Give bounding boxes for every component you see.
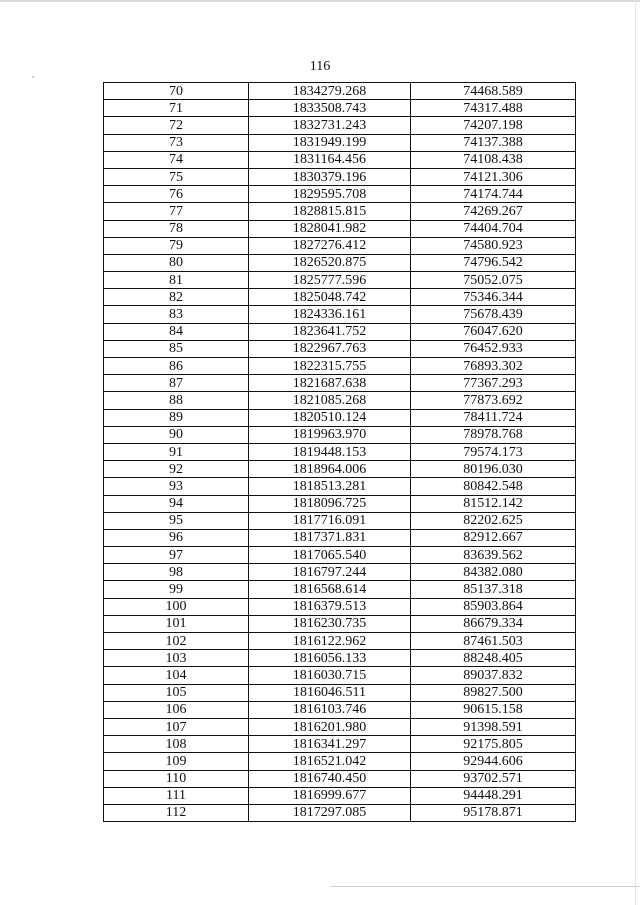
x-coordinate-cell: 1823641.752: [249, 323, 411, 340]
y-coordinate-cell: 74317.488: [411, 100, 576, 117]
x-coordinate-cell: 1816230.735: [249, 615, 411, 632]
point-number-cell: 80: [104, 254, 249, 271]
x-coordinate-cell: 1816103.746: [249, 701, 411, 718]
point-number-cell: 85: [104, 340, 249, 357]
x-coordinate-cell: 1834279.268: [249, 83, 411, 100]
y-coordinate-cell: 88248.405: [411, 650, 576, 667]
table-row: [104, 478, 576, 495]
x-coordinate-cell: 1832731.243: [249, 117, 411, 134]
x-coordinate-cell: 1816797.244: [249, 564, 411, 581]
x-coordinate-cell: 1817065.540: [249, 547, 411, 564]
scan-speck: [32, 76, 34, 78]
y-coordinate-cell: 92944.606: [411, 753, 576, 770]
x-coordinate-cell: 1820510.124: [249, 409, 411, 426]
table-row: [104, 633, 576, 650]
point-number-cell: 93: [104, 478, 249, 495]
table-row: [104, 392, 576, 409]
point-number-cell: 100: [104, 598, 249, 615]
y-coordinate-cell: 76047.620: [411, 323, 576, 340]
table-row: [104, 667, 576, 684]
y-coordinate-cell: 89827.500: [411, 684, 576, 701]
y-coordinate-cell: 74580.923: [411, 237, 576, 254]
y-coordinate-cell: 75346.344: [411, 289, 576, 306]
y-coordinate-cell: 76452.933: [411, 340, 576, 357]
table-row: [104, 375, 576, 392]
y-coordinate-cell: 75052.075: [411, 272, 576, 289]
table-row: [104, 787, 576, 804]
x-coordinate-cell: 1819448.153: [249, 443, 411, 460]
right-edge-rule: [635, 0, 636, 905]
x-coordinate-cell: 1822315.755: [249, 358, 411, 375]
point-number-cell: 92: [104, 461, 249, 478]
table-row: [104, 306, 576, 323]
table-row: [104, 220, 576, 237]
y-coordinate-cell: 95178.871: [411, 804, 576, 821]
top-edge-rule: [0, 0, 640, 2]
point-number-cell: 87: [104, 375, 249, 392]
point-number-cell: 107: [104, 718, 249, 735]
point-number-cell: 89: [104, 409, 249, 426]
y-coordinate-cell: 74174.744: [411, 186, 576, 203]
table-row: [104, 117, 576, 134]
table-row: [104, 564, 576, 581]
y-coordinate-cell: 74207.198: [411, 117, 576, 134]
y-coordinate-cell: 94448.291: [411, 787, 576, 804]
table-row: [104, 615, 576, 632]
point-number-cell: 109: [104, 753, 249, 770]
table-row: [104, 461, 576, 478]
table-row: [104, 547, 576, 564]
table-row: [104, 770, 576, 787]
point-number-cell: 98: [104, 564, 249, 581]
table-row: [104, 495, 576, 512]
y-coordinate-cell: 82912.667: [411, 529, 576, 546]
point-number-cell: 102: [104, 633, 249, 650]
y-coordinate-cell: 83639.562: [411, 547, 576, 564]
x-coordinate-cell: 1831949.199: [249, 134, 411, 151]
x-coordinate-cell: 1833508.743: [249, 100, 411, 117]
point-number-cell: 71: [104, 100, 249, 117]
y-coordinate-cell: 91398.591: [411, 718, 576, 735]
point-number-cell: 90: [104, 426, 249, 443]
y-coordinate-cell: 85903.864: [411, 598, 576, 615]
table-row: [104, 134, 576, 151]
table-row: [104, 804, 576, 821]
y-coordinate-cell: 75678.439: [411, 306, 576, 323]
y-coordinate-cell: 74796.542: [411, 254, 576, 271]
point-number-cell: 108: [104, 736, 249, 753]
y-coordinate-cell: 74404.704: [411, 220, 576, 237]
point-number-cell: 106: [104, 701, 249, 718]
y-coordinate-cell: 74121.306: [411, 168, 576, 185]
point-number-cell: 91: [104, 443, 249, 460]
table-row: [104, 323, 576, 340]
coordinates-table-body: [104, 83, 576, 822]
x-coordinate-cell: 1816379.513: [249, 598, 411, 615]
point-number-cell: 81: [104, 272, 249, 289]
y-coordinate-cell: 81512.142: [411, 495, 576, 512]
point-number-cell: 103: [104, 650, 249, 667]
x-coordinate-cell: 1816521.042: [249, 753, 411, 770]
x-coordinate-cell: 1818096.725: [249, 495, 411, 512]
y-coordinate-cell: 85137.318: [411, 581, 576, 598]
y-coordinate-cell: 84382.080: [411, 564, 576, 581]
x-coordinate-cell: 1830379.196: [249, 168, 411, 185]
y-coordinate-cell: 86679.334: [411, 615, 576, 632]
y-coordinate-cell: 89037.832: [411, 667, 576, 684]
x-coordinate-cell: 1817371.831: [249, 529, 411, 546]
x-coordinate-cell: 1827276.412: [249, 237, 411, 254]
point-number-cell: 112: [104, 804, 249, 821]
point-number-cell: 84: [104, 323, 249, 340]
x-coordinate-cell: 1825777.596: [249, 272, 411, 289]
table-row: [104, 701, 576, 718]
table-row: [104, 598, 576, 615]
y-coordinate-cell: 78411.724: [411, 409, 576, 426]
y-coordinate-cell: 82202.625: [411, 512, 576, 529]
point-number-cell: 74: [104, 151, 249, 168]
bottom-edge-rule: [330, 886, 640, 887]
point-number-cell: 72: [104, 117, 249, 134]
table-row: [104, 581, 576, 598]
table-row: [104, 409, 576, 426]
y-coordinate-cell: 80196.030: [411, 461, 576, 478]
point-number-cell: 88: [104, 392, 249, 409]
y-coordinate-cell: 74137.388: [411, 134, 576, 151]
x-coordinate-cell: 1824336.161: [249, 306, 411, 323]
point-number-cell: 110: [104, 770, 249, 787]
point-number-cell: 94: [104, 495, 249, 512]
point-number-cell: 76: [104, 186, 249, 203]
table-row: [104, 289, 576, 306]
point-number-cell: 79: [104, 237, 249, 254]
y-coordinate-cell: 79574.173: [411, 443, 576, 460]
table-row: [104, 512, 576, 529]
y-coordinate-cell: 92175.805: [411, 736, 576, 753]
point-number-cell: 86: [104, 358, 249, 375]
x-coordinate-cell: 1825048.742: [249, 289, 411, 306]
coordinates-table: [103, 82, 576, 822]
table-row: [104, 254, 576, 271]
table-row: [104, 83, 576, 100]
point-number-cell: 70: [104, 83, 249, 100]
x-coordinate-cell: 1816056.133: [249, 650, 411, 667]
table-row: [104, 426, 576, 443]
table-row: [104, 237, 576, 254]
point-number-cell: 96: [104, 529, 249, 546]
table-row: [104, 203, 576, 220]
table-row: [104, 736, 576, 753]
table-row: [104, 529, 576, 546]
table-row: [104, 168, 576, 185]
point-number-cell: 104: [104, 667, 249, 684]
table-row: [104, 186, 576, 203]
x-coordinate-cell: 1831164.456: [249, 151, 411, 168]
table-row: [104, 340, 576, 357]
y-coordinate-cell: 93702.571: [411, 770, 576, 787]
table-row: [104, 151, 576, 168]
y-coordinate-cell: 87461.503: [411, 633, 576, 650]
x-coordinate-cell: 1816341.297: [249, 736, 411, 753]
point-number-cell: 82: [104, 289, 249, 306]
table-row: [104, 272, 576, 289]
point-number-cell: 73: [104, 134, 249, 151]
x-coordinate-cell: 1816122.962: [249, 633, 411, 650]
x-coordinate-cell: 1816030.715: [249, 667, 411, 684]
table-row: [104, 650, 576, 667]
y-coordinate-cell: 74468.589: [411, 83, 576, 100]
x-coordinate-cell: 1818513.281: [249, 478, 411, 495]
point-number-cell: 99: [104, 581, 249, 598]
x-coordinate-cell: 1816999.677: [249, 787, 411, 804]
table-row: [104, 358, 576, 375]
x-coordinate-cell: 1828041.982: [249, 220, 411, 237]
table-row: [104, 684, 576, 701]
y-coordinate-cell: 77873.692: [411, 392, 576, 409]
point-number-cell: 95: [104, 512, 249, 529]
x-coordinate-cell: 1826520.875: [249, 254, 411, 271]
x-coordinate-cell: 1821687.638: [249, 375, 411, 392]
x-coordinate-cell: 1822967.763: [249, 340, 411, 357]
x-coordinate-cell: 1816046.511: [249, 684, 411, 701]
point-number-cell: 75: [104, 168, 249, 185]
x-coordinate-cell: 1817297.085: [249, 804, 411, 821]
point-number-cell: 111: [104, 787, 249, 804]
table-row: [104, 100, 576, 117]
y-coordinate-cell: 90615.158: [411, 701, 576, 718]
table-row: [104, 753, 576, 770]
x-coordinate-cell: 1816568.614: [249, 581, 411, 598]
x-coordinate-cell: 1818964.006: [249, 461, 411, 478]
point-number-cell: 83: [104, 306, 249, 323]
page-number: 116: [309, 59, 331, 74]
y-coordinate-cell: 80842.548: [411, 478, 576, 495]
point-number-cell: 78: [104, 220, 249, 237]
y-coordinate-cell: 78978.768: [411, 426, 576, 443]
point-number-cell: 101: [104, 615, 249, 632]
table-row: [104, 443, 576, 460]
x-coordinate-cell: 1816740.450: [249, 770, 411, 787]
x-coordinate-cell: 1816201.980: [249, 718, 411, 735]
table-row: [104, 718, 576, 735]
x-coordinate-cell: 1819963.970: [249, 426, 411, 443]
y-coordinate-cell: 77367.293: [411, 375, 576, 392]
y-coordinate-cell: 76893.302: [411, 358, 576, 375]
x-coordinate-cell: 1828815.815: [249, 203, 411, 220]
x-coordinate-cell: 1817716.091: [249, 512, 411, 529]
x-coordinate-cell: 1821085.268: [249, 392, 411, 409]
x-coordinate-cell: 1829595.708: [249, 186, 411, 203]
point-number-cell: 77: [104, 203, 249, 220]
y-coordinate-cell: 74269.267: [411, 203, 576, 220]
point-number-cell: 105: [104, 684, 249, 701]
y-coordinate-cell: 74108.438: [411, 151, 576, 168]
point-number-cell: 97: [104, 547, 249, 564]
